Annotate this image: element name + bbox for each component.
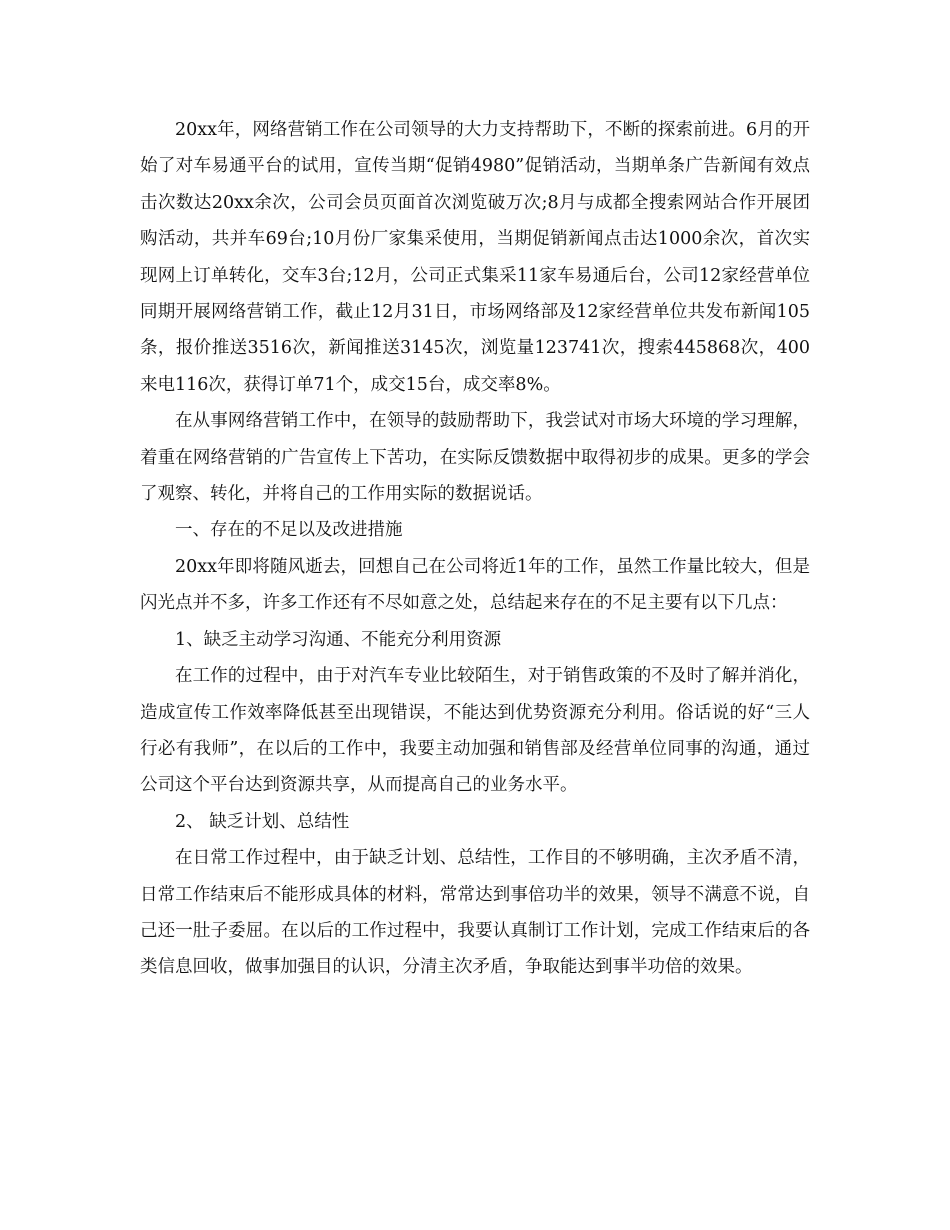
paragraph-reflection: 在从事网络营销工作中，在领导的鼓励帮助下，我尝试对市场大环境的学习理解，着重在网络营销的广告宣传上下苦功，在实际反馈数据中取得初步的成果。更多的学会了观察、转化，并将自己的工作用实际的数据说话。 xyxy=(140,411,810,505)
paragraph-summary: 20xx年，网络营销工作在公司领导的大力支持帮助下，不断的探索前进。6月的开始了对车易通平台的试用，宣传当期“促销4980”促销活动，当期单条广告新闻有效点击次数达20xx余次，公司会员页面首次浏览破万次;8月与成都全搜索网站合作开展团购活动，共并车69台;10月份厂家集采使用，当期促销新闻点击达1000余次，首次实现网上订单转化，交车3台;12月，公司正式集采11家车易通后台，公司12家经营单位同期开展网络营销工作，截止12月31日，市场网络部及12家经营单位共发布新闻105条，报价推送3516次，新闻推送3145次，浏览量123741次，搜索445868次，400来电116次，获得订单71个，成交15台，成交率8%。 xyxy=(140,120,810,395)
paragraph-planning: 在日常工作过程中，由于缺乏计划、总结性，工作目的不够明确，主次矛盾不清，日常工作结束后不能形成具体的材料，常常达到事倍功半的效果，领导不满意不说，自己还一肚子委屈。在以后的工作过程中，我要认真制订工作计划，完成工作结束后的各类信息回收，做事加强目的认识，分清主次矛盾，争取能达到事半功倍的效果。 xyxy=(140,848,810,978)
section-heading-shortcomings: 一、存在的不足以及改进措施 xyxy=(175,520,403,541)
item-heading-communication: 1、缺乏主动学习沟通、不能充分利用资源 xyxy=(175,629,502,650)
paragraph-communication: 在工作的过程中，由于对汽车专业比较陌生，对于销售政策的不及时了解并消化，造成宣传工作效率降低甚至出现错误，不能达到优势资源充分利用。俗话说的好“三人行必有我师”，在以后的工作中，我要主动加强和销售部及经营单位同事的沟通，通过公司这个平台达到资源共享，从而提高自己的业务水平。 xyxy=(140,666,810,796)
document-body xyxy=(140,112,810,986)
paragraph-shortcomings-intro: 20xx年即将随风逝去，回想自己在公司将近1年的工作，虽然工作量比较大，但是闪光点并不多，许多工作还有不尽如意之处，总结起来存在的不足主要有以下几点： xyxy=(140,556,810,614)
item-heading-planning: 2、 缺乏计划、总结性 xyxy=(175,811,350,832)
